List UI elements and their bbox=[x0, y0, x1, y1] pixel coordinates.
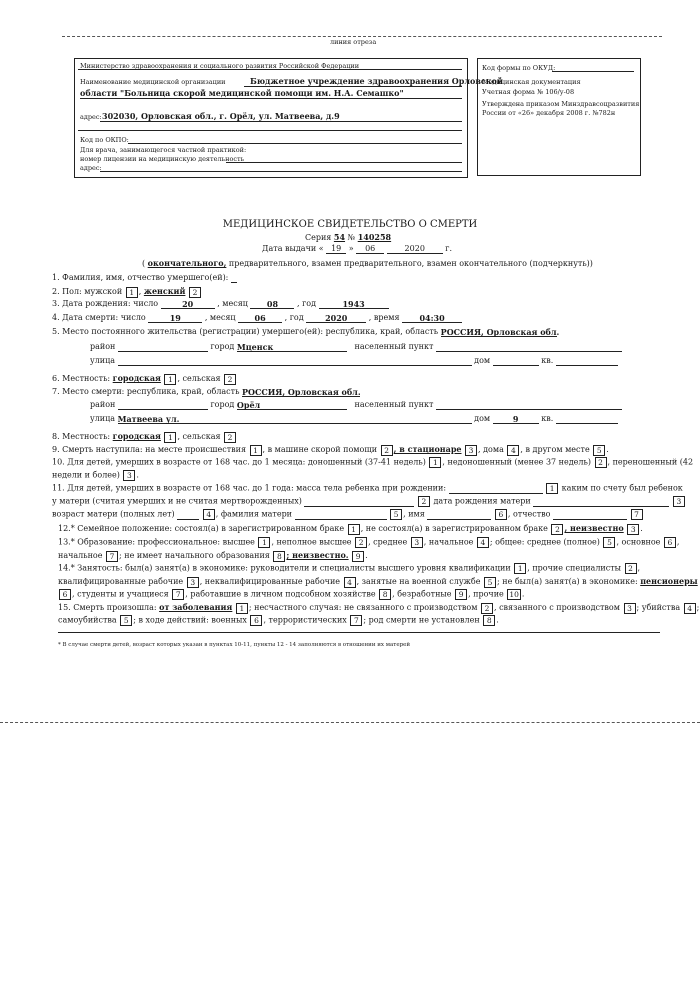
field-11: 11. Для детей, умерших в возрасте от 168 час. до 1 года: масса тела ребенка при рождении: 1 каким по счету был ребенок bbox=[52, 483, 683, 493]
death-region: РОССИЯ, Орловская обл. bbox=[241, 387, 361, 397]
document-title: МЕДИЦИНСКОЕ СВИДЕТЕЛЬСТВО О СМЕРТИ bbox=[222, 219, 478, 230]
private-doctor-label: Для врача, занимающегося частной практикой: bbox=[80, 146, 247, 154]
cut-line-label: линия отреза bbox=[330, 38, 377, 46]
residence-region: РОССИЯ, Орловская обл. bbox=[440, 327, 560, 337]
field-1: 1. Фамилия, имя, отчество умершего(ей): bbox=[52, 273, 237, 283]
field-5-district: район город Мценск населенный пункт bbox=[90, 342, 622, 352]
field-8: 8. Местность: городская 1 , сельская 2 bbox=[52, 431, 237, 443]
field-9: 9. Смерть наступила: на месте происшествия 1 , в машине скорой помощи 2 , в стационаре 3 , дома 4 , в другом месте 5 . bbox=[52, 444, 609, 455]
section-divider bbox=[58, 632, 660, 633]
field-12: 12.* Семейное положение: состоял(а) в зарегистрированном браке 1 , не состоял(а) в зарегистрированном браке 2 , неизвестно 3 . bbox=[58, 523, 643, 534]
birth-year: 1943 bbox=[342, 299, 365, 309]
okud-code-label: Код формы по ОКУД: bbox=[482, 64, 556, 72]
field-13-cont: начальное 7 ; не имеет начального образования 8 ; неизвестно. 9 . bbox=[58, 550, 368, 561]
field-7-street: улица Матвеева ул. дом 9 кв. bbox=[90, 414, 618, 424]
residence-city: Мценск bbox=[236, 342, 274, 352]
issue-month: 06 bbox=[365, 244, 376, 253]
org-name-label: Наименование медицинской организации bbox=[80, 78, 226, 86]
series-value: 54 bbox=[333, 232, 346, 242]
license-label: номер лицензии на медицинскую деятельность bbox=[80, 155, 245, 163]
field-5-street: улица дом кв. bbox=[90, 356, 618, 366]
field-3: 3. Дата рождения: число 20 , месяц 08 , год 1943 bbox=[52, 299, 389, 309]
sex-female: женский bbox=[143, 286, 186, 296]
number-value: 140258 bbox=[357, 232, 392, 242]
death-month: 06 bbox=[254, 313, 266, 323]
field-2: 2. Пол: мужской 1 , женский 2 bbox=[52, 286, 202, 298]
doctor-address-label: адрес: bbox=[80, 164, 102, 172]
field-14-cont1: квалифицированные рабочие 3 , неквалифицированные рабочие 4 , занятые на военной службе 5 ; не был(а) занят(а) в экономике: пенсионеры bbox=[58, 576, 698, 587]
org-address: 302030, Орловская обл., г. Орёл, ул. Матвеева, д.9 bbox=[102, 111, 340, 121]
field-11-age: возраст матери (полных лет) 4 , фамилия матери 5 , имя 6 , отчество 7 bbox=[52, 509, 644, 520]
issue-day: 19 bbox=[331, 244, 342, 253]
death-year: 2020 bbox=[325, 313, 348, 323]
field-7: 7. Место смерти: республика, край, область РОССИЯ, Орловская обл. bbox=[52, 387, 361, 397]
okud-form: Учетная форма № 106/у-08 bbox=[482, 88, 575, 96]
org-name-line1: Бюджетное учреждение здравоохранения Орловской bbox=[250, 76, 503, 86]
field-14: 14.* Занятость: был(а) занят(а) в экономике: руководители и специалисты высшего уровня квалификации 1 , прочие специалисты 2 , bbox=[58, 563, 641, 573]
death-time: 04:30 bbox=[419, 313, 445, 323]
field-5: 5. Место постоянного жительства (регистрации) умершего(ей): республика, край, область РОССИЯ, Орловская обл. bbox=[52, 327, 560, 337]
field-4: 4. Дата смерти: число 19 , месяц 06 , год 2020 , время 04:30 bbox=[52, 313, 462, 323]
death-day: 19 bbox=[169, 313, 181, 323]
field-10-cont: недели и более) 3 . bbox=[52, 470, 139, 480]
field-14-cont2: 6 , студенты и учащиеся 7 , работавшие в личном подсобном хозяйстве 8 , безработные 9 , прочие 10 . bbox=[58, 589, 524, 600]
field-11-mother: у матери (считая умерших и не считая мертворожденных) 2 дата рождения матери 3 bbox=[52, 496, 686, 507]
series-row: Серия 54 № 140258 bbox=[305, 232, 392, 242]
birth-month: 08 bbox=[266, 299, 279, 309]
footnote: * В случае смерти детей, возраст которых указан в пунктах 10-11, пункты 12 - 14 заполняются в отношении их матерей bbox=[58, 642, 411, 648]
okud-approved-2: России от «26» декабря 2008 г. №782н bbox=[482, 109, 616, 117]
birth-day: 20 bbox=[182, 299, 194, 309]
death-city: Орёл bbox=[236, 400, 261, 410]
field-6: 6. Местность: городская 1 , сельская 2 bbox=[52, 373, 237, 385]
field-13: 13.* Образование: профессиональное: высшее 1 , неполное высшее 2 , среднее 3 , начальное 4 ; общее: среднее (полное) 5 , основное 6 , bbox=[58, 537, 680, 547]
issue-date-row: Дата выдачи « 19 » 06 2020 г. bbox=[262, 244, 453, 253]
cert-type-row: ( окончательного, предварительного, взамен предварительного, взамен окончательного (подчеркнуть)) bbox=[142, 258, 593, 268]
okud-box bbox=[477, 58, 641, 176]
death-street: Матвеева ул. bbox=[117, 414, 180, 424]
cut-line bbox=[62, 36, 662, 37]
field-15: 15. Смерть произошла: от заболевания 1 ; несчастного случая: не связанного с производством 2 , связанного с производством 3 ; убийства 4 ; bbox=[58, 602, 700, 613]
okud-doc-type: Медицинская документация bbox=[482, 78, 581, 86]
field-15-cont: самоубийства 5 ; в ходе действий: военных 6 , террористических 7 ; род смерти не установлен 8 . bbox=[58, 615, 499, 625]
org-name-line2: области "Больница скорой медицинской помощи им. Н.А. Семашко" bbox=[80, 88, 404, 98]
okud-approved-1: Утверждена приказом Минздравсоцразвития bbox=[482, 100, 640, 108]
cert-type-selected: окончательного, bbox=[147, 258, 227, 268]
okpo-label: Код по ОКПО: bbox=[80, 136, 129, 144]
field-10: 10. Для детей, умерших в возрасте от 168 час. до 1 месяца: доношенный (37-41 недель) 1 , недоношенный (менее 37 недель) 2 , переношенный (42 bbox=[52, 457, 694, 467]
org-address-label: адрес: bbox=[80, 113, 102, 121]
bottom-cut-line bbox=[0, 722, 700, 723]
field-7-district: район город Орёл населенный пункт bbox=[90, 400, 622, 410]
ministry-label: Министерство здравоохранения и социального развития Российской Федерации bbox=[80, 62, 360, 70]
issue-year: 2020 bbox=[404, 244, 425, 253]
death-house: 9 bbox=[512, 414, 519, 424]
